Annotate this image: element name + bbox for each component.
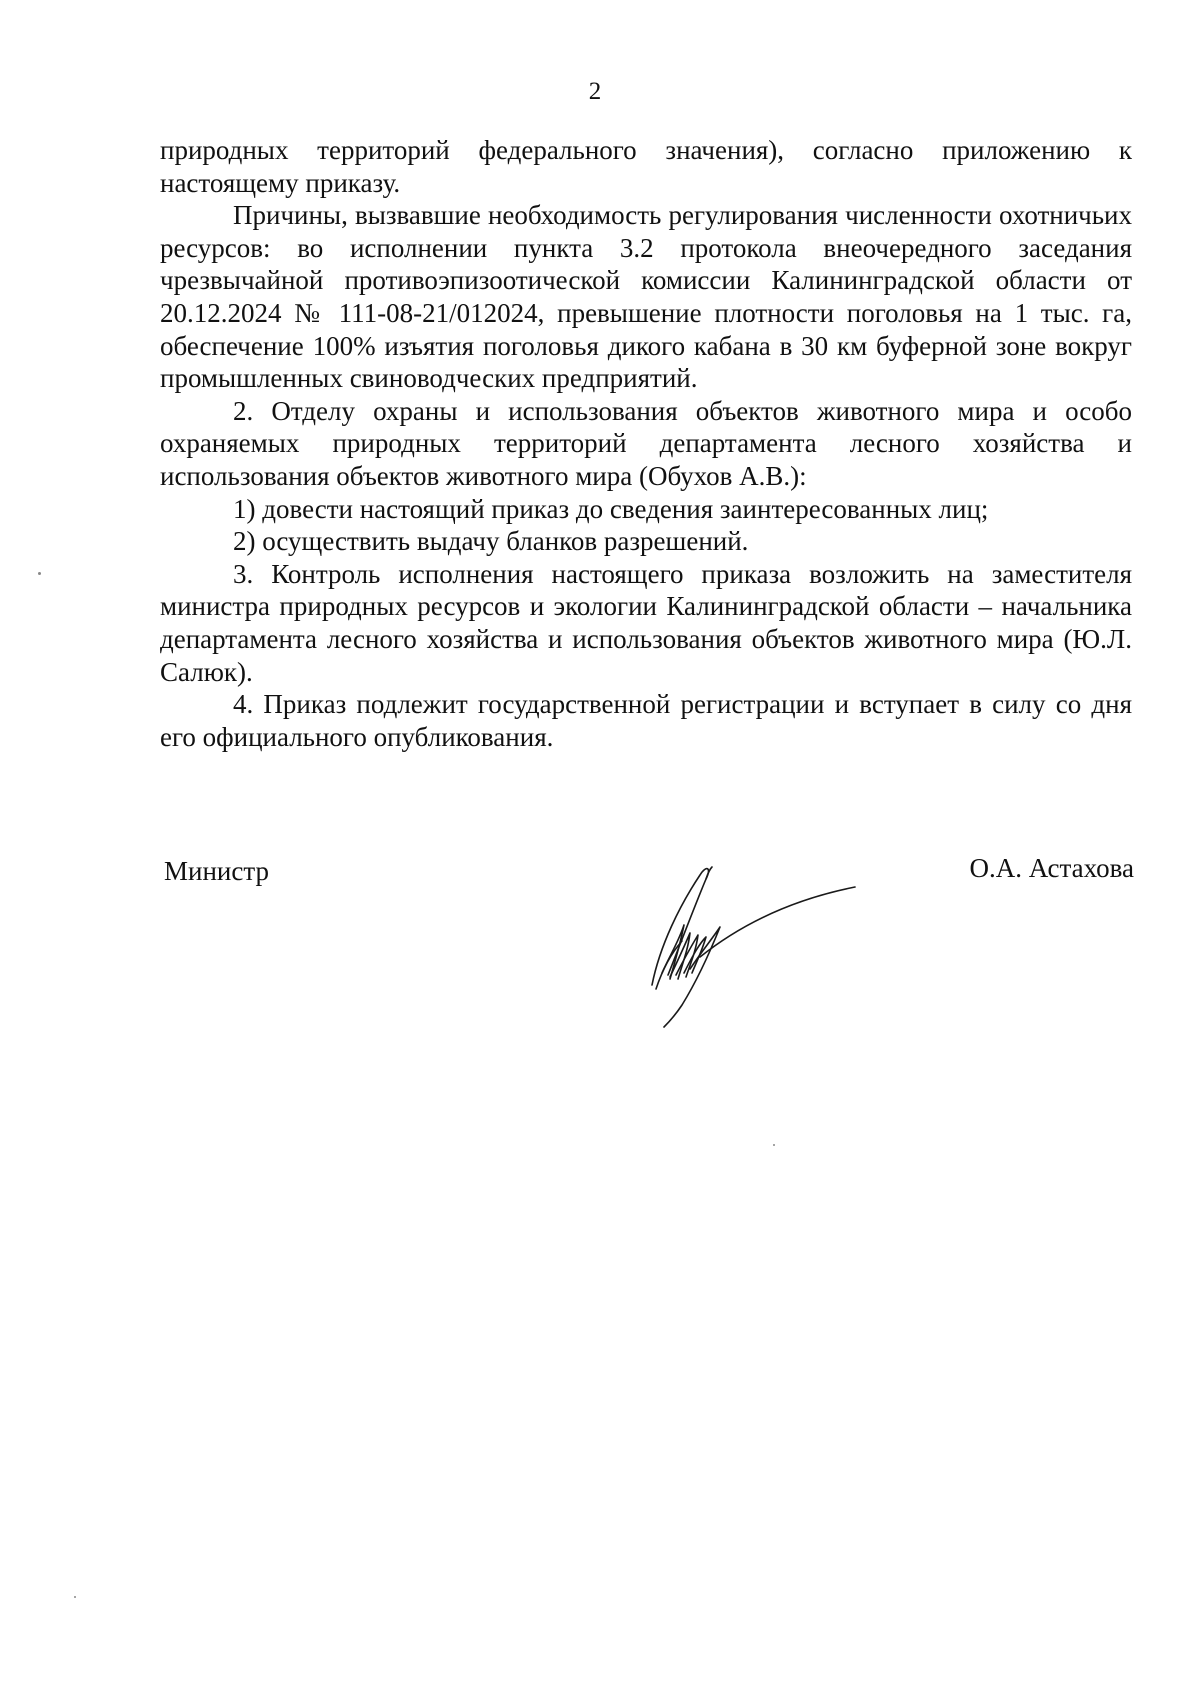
paragraph-reasons: Причины, вызвавшие необходимость регулирования численности охотничьих ресурсов: во исполнении пункта 3.2 протокола внеочередного заседания чрезвычайной противоэпизоотической комиссии Калининградской области от 20.12.2024 № 111-08-21/012024, превышение плотности поголовья на 1 тыс. га, обеспечение 100% изъятия поголовья дикого кабана в 30 км буферной зоне вокруг промышленных свиноводческих предприятий. (160, 200, 1132, 394)
paragraph-item-3: 3. Контроль исполнения настоящего приказа возложить на заместителя министра природных ресурсов и экологии Калининградской области – начальника департамента лесного хозяйства и использования объектов животного мира (Ю.Л. Салюк). (160, 558, 1132, 687)
document-body (160, 134, 1132, 753)
subitem-1: 1) довести настоящий приказ до сведения заинтересованных лиц; (233, 493, 989, 524)
subitem-2: 2) осуществить выдачу бланков разрешений. (233, 526, 749, 557)
paragraph-item-4: 4. Приказ подлежит государственной регистрации и вступает в силу со дня его официального опубликования. (160, 689, 1132, 752)
handwritten-signature-icon (640, 855, 900, 1035)
scan-speck (74, 1596, 76, 1598)
paragraph-continuation: природных территорий федерального значения), согласно приложению к настоящему приказу. (160, 135, 1132, 198)
signatory-name: О.А. Астахова (969, 853, 1134, 883)
paragraph-item-2: 2. Отделу охраны и использования объектов животного мира и особо охраняемых природных территорий департамента лесного хозяйства и использования объектов животного мира (Обухов А.В.): (160, 395, 1132, 491)
scan-speck (38, 572, 41, 575)
signature-title: Министр (164, 856, 269, 886)
scan-speck (773, 1144, 775, 1146)
page-number: 2 (588, 78, 602, 105)
